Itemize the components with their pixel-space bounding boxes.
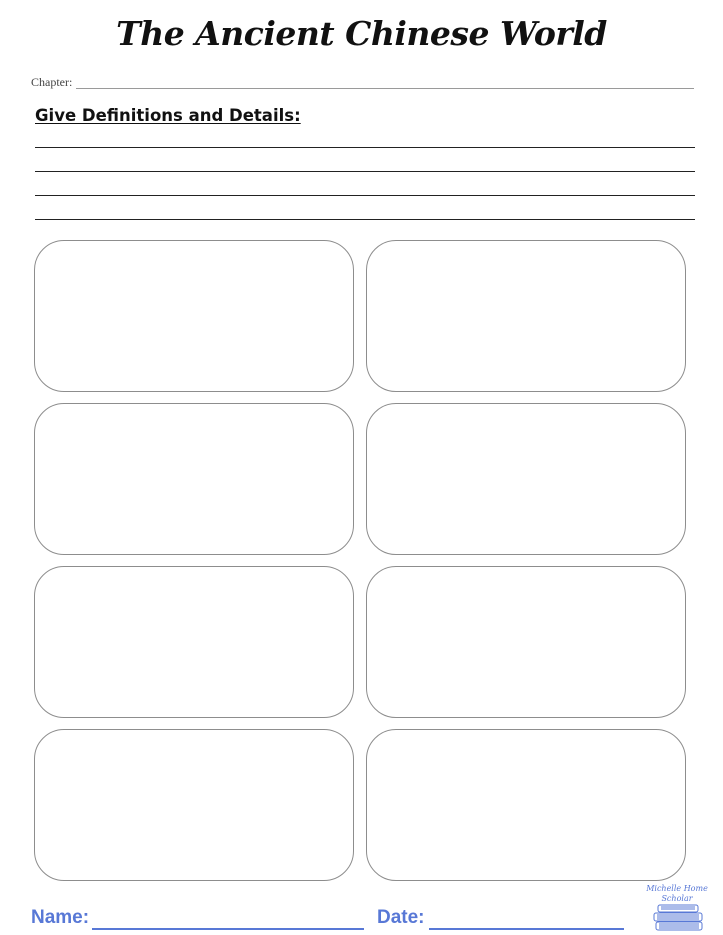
definition-write-line[interactable] xyxy=(35,171,695,172)
definition-box[interactable] xyxy=(34,240,354,392)
section-heading: Give Definitions and Details: xyxy=(35,106,301,125)
stacked-books-icon xyxy=(642,883,712,933)
name-write-line[interactable] xyxy=(92,928,364,930)
definition-box[interactable] xyxy=(366,729,686,881)
definition-write-line[interactable] xyxy=(35,195,695,196)
chapter-label: Chapter: xyxy=(31,75,73,89)
logo-text-line1: Michelle Home xyxy=(646,884,708,893)
definition-box[interactable] xyxy=(366,566,686,718)
definition-box[interactable] xyxy=(366,403,686,555)
date-label: Date: xyxy=(377,907,425,928)
name-label: Name: xyxy=(31,907,90,928)
brand-logo xyxy=(642,883,712,933)
definition-box[interactable] xyxy=(34,403,354,555)
date-write-line[interactable] xyxy=(429,928,624,930)
chapter-write-line[interactable] xyxy=(76,75,694,89)
definition-box[interactable] xyxy=(34,566,354,718)
definition-write-line[interactable] xyxy=(35,219,695,220)
logo-text-line2: Scholar xyxy=(661,894,693,903)
chapter-field xyxy=(31,71,694,89)
page-title: The Ancient Chinese World xyxy=(116,14,607,53)
definition-write-line[interactable] xyxy=(35,147,695,148)
definition-box[interactable] xyxy=(34,729,354,881)
definition-box[interactable] xyxy=(366,240,686,392)
